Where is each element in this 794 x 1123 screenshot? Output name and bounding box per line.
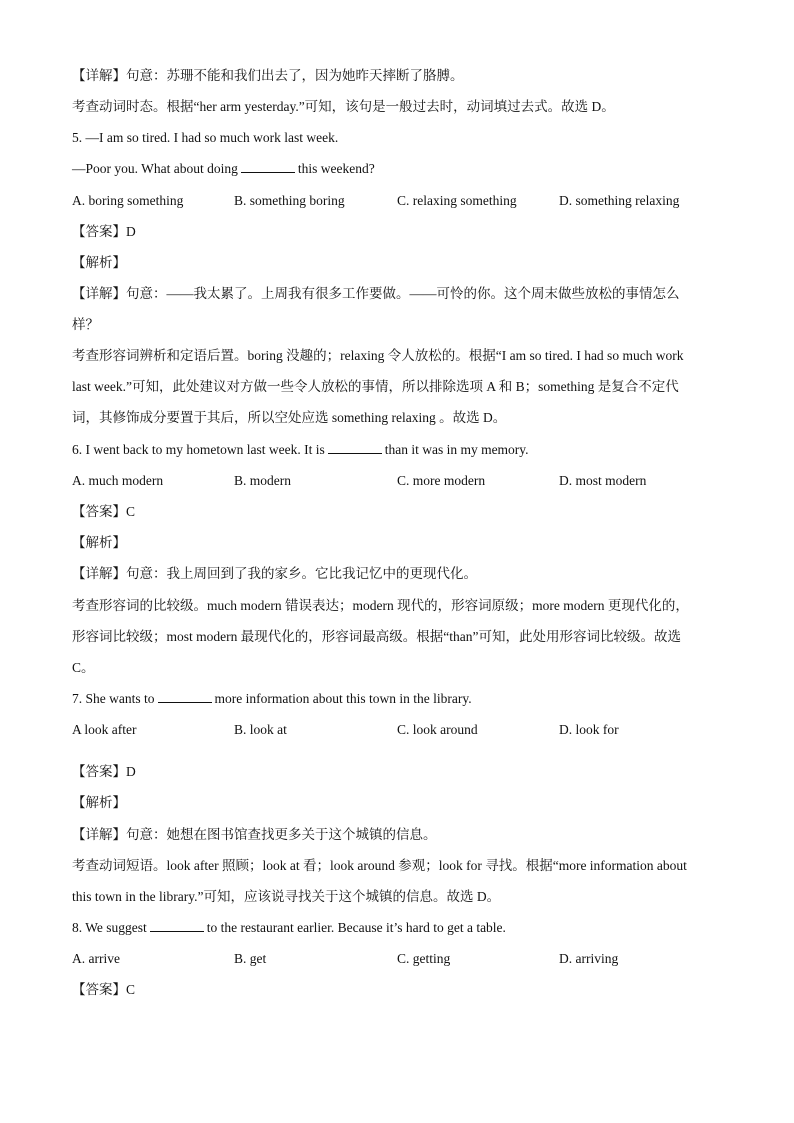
q6-answer: 【答案】C (72, 504, 136, 519)
q6-detail-line4: C。 (72, 660, 95, 675)
q8-stem-post: to the restaurant earlier. Because it’s hard to get a table. (206, 920, 506, 935)
q7-analysis-heading: 【解析】 (72, 795, 126, 810)
q4-detail-meaning: 【详解】句意：苏珊不能和我们出去了，因为她昨天摔断了胳膊。 (72, 68, 464, 83)
q7-option-c: C. look around (397, 722, 478, 737)
q7-detail-line2: 考查动词短语。look after 照顾；look at 看；look around 参观；look for 寻找。根据“more information about (72, 858, 687, 873)
q5-detail-line2: 样？ (72, 317, 99, 332)
answer-blank (241, 160, 295, 173)
q6-detail-line2: 考查形容词的比较级。much modern 错误表达；modern 现代的，形容词原级；more modern 更现代化的， (72, 598, 689, 613)
q6-option-b: B. modern (234, 473, 291, 488)
q5-option-c: C. relaxing something (397, 193, 517, 208)
q5-options (72, 192, 732, 210)
q6-stem-post: than it was in my memory. (384, 442, 529, 457)
q6-detail-line3: 形容词比较级；most modern 最现代化的，形容词最高级。根据“than”可知，此处用形容词比较级。故选 (72, 629, 681, 644)
q4-detail-analysis: 考查动词时态。根据“her arm yesterday.”可知，该句是一般过去时，动词填过去式。故选 D。 (72, 99, 615, 114)
q8-option-c: C. getting (397, 951, 451, 966)
q5-detail-line5: 词，其修饰成分要置于其后，所以空处应选 something relaxing 。故选 D。 (72, 410, 507, 425)
q7-options (72, 721, 732, 739)
q8-option-a: A. arrive (72, 951, 120, 966)
q6-analysis-heading: 【解析】 (72, 535, 126, 550)
q7-detail-line3: this town in the library.”可知，应该说寻找关于这个城镇的信息。故选 D。 (72, 889, 501, 904)
q8-option-d: D. arriving (559, 951, 619, 966)
q6-stem-pre: 6. I went back to my hometown last week. It is (72, 442, 325, 457)
q6-detail-line1: 【详解】句意：我上周回到了我的家乡。它比我记忆中的更现代化。 (72, 566, 477, 581)
q5-option-d: D. something relaxing (559, 193, 680, 208)
q7-stem (72, 690, 724, 708)
q5-detail-line3: 考查形容词辨析和定语后置。boring 没趣的；relaxing 令人放松的。根据“I am so tired. I had so much work (72, 348, 684, 363)
q7-option-b: B. look at (234, 722, 287, 737)
q8-stem (72, 919, 724, 937)
q6-option-a: A. much modern (72, 473, 164, 488)
q7-detail-line1: 【详解】句意：她想在图书馆查找更多关于这个城镇的信息。 (72, 827, 437, 842)
q5-detail-line4: last week.”可知，此处建议对方做一些令人放松的事情，所以排除选项 A 和 B；something 是复合不定代 (72, 379, 679, 394)
q5-stem-line1: 5. —I am so tired. I had so much work last week. (72, 130, 339, 145)
q5-stem-line2 (72, 160, 724, 178)
q5-stem-post: this weekend? (297, 161, 375, 176)
q5-analysis-heading: 【解析】 (72, 255, 126, 270)
q8-options (72, 950, 732, 968)
q8-option-b: B. get (234, 951, 267, 966)
q5-option-a: A. boring something (72, 193, 184, 208)
q6-option-d: D. most modern (559, 473, 647, 488)
q7-stem-pre: 7. She wants to (72, 691, 155, 706)
answer-blank (158, 690, 212, 703)
q5-detail-line1: 【详解】句意：——我太累了。上周我有很多工作要做。——可怜的你。这个周末做些放松的事情怎么 (72, 286, 680, 301)
q5-answer: 【答案】D (72, 224, 136, 239)
q5-stem-pre: —Poor you. What about doing (72, 161, 238, 176)
q6-options (72, 472, 732, 490)
q6-option-c: C. more modern (397, 473, 486, 488)
q5-option-b: B. something boring (234, 193, 345, 208)
q7-stem-post: more information about this town in the library. (214, 691, 472, 706)
q8-stem-pre: 8. We suggest (72, 920, 147, 935)
answer-blank (150, 919, 204, 932)
q6-stem (72, 441, 724, 459)
q7-option-a: A look after (72, 722, 137, 737)
q7-answer: 【答案】D (72, 764, 136, 779)
q7-option-d: D. look for (559, 722, 619, 737)
q8-answer: 【答案】C (72, 982, 136, 997)
answer-blank (328, 441, 382, 454)
